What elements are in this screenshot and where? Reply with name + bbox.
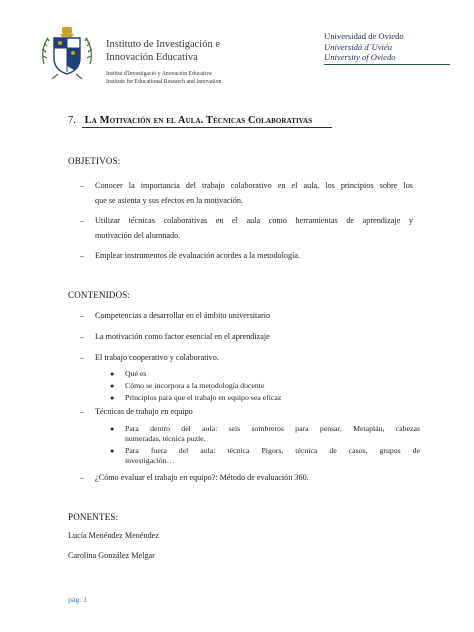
university-name-block bbox=[324, 31, 404, 63]
sub-item-text: Qué es bbox=[125, 369, 147, 378]
objetivo-text-line1: Emplear instrumentos de evaluación acordes a la metodología. bbox=[95, 251, 301, 260]
section-title bbox=[68, 115, 312, 126]
objetivo-item bbox=[68, 248, 408, 263]
institute-name-line1: Instituto de Investigación e bbox=[106, 39, 221, 50]
contenidos-heading: CONTENIDOS: bbox=[68, 290, 131, 300]
sub-list-item bbox=[110, 393, 410, 403]
objetivo-item bbox=[68, 178, 413, 208]
round-bullet: ● bbox=[110, 425, 115, 433]
objetivo-text-line1: Utilizar técnicas colaborativas en el aula como herramientas de aprendizaje y bbox=[95, 216, 413, 225]
sub-list-item bbox=[110, 424, 420, 444]
round-bullet: ● bbox=[110, 394, 115, 402]
university-name-es: Universidad de Oviedo bbox=[324, 31, 404, 41]
round-bullet: ● bbox=[110, 447, 115, 455]
sub-list-item bbox=[110, 381, 410, 391]
sub-item-text-line2: numeradas, técnica puzle. bbox=[125, 434, 206, 443]
round-bullet: ● bbox=[110, 370, 115, 378]
dash-bullet: – bbox=[80, 216, 85, 225]
ponente-name: Lucía Menéndez Menéndez bbox=[68, 531, 159, 540]
institute-subtitle bbox=[106, 70, 221, 86]
contenido-item bbox=[68, 470, 408, 485]
contenido-item bbox=[68, 350, 408, 365]
institute-sub-english: Institute for Educational Research and Innovation bbox=[106, 79, 222, 85]
university-crest-logo bbox=[38, 24, 96, 82]
contenido-text: El trabajo cooperativo y colaborativo. bbox=[95, 353, 219, 362]
university-divider bbox=[324, 64, 450, 65]
university-name-en: University of Oviedo bbox=[324, 52, 396, 62]
contenido-item bbox=[68, 404, 408, 419]
section-title-underline bbox=[82, 127, 332, 128]
contenido-item bbox=[68, 308, 408, 323]
round-bullet: ● bbox=[110, 382, 115, 390]
objetivo-text-line2: motivación del alumnado. bbox=[95, 231, 181, 240]
ponente-name: Carolina González Melgar bbox=[68, 551, 155, 560]
sub-item-text-line1: Para fuera del aula: técnica Pigors, técnica de casos, grupos de bbox=[125, 446, 420, 455]
objetivos-heading: OBJETIVOS: bbox=[68, 156, 121, 166]
sub-item-text: Cómo se incorpora a la metodología docente bbox=[125, 381, 265, 390]
ponentes-heading: PONENTES: bbox=[68, 512, 119, 522]
page-number: pág. 1 bbox=[68, 595, 88, 604]
contenido-text: Competencias a desarrollar en el ámbito universitario bbox=[95, 311, 271, 320]
sub-item-text: Principios para que el trabajo en equipo sea eficaz bbox=[125, 393, 282, 402]
sub-list-item bbox=[110, 369, 410, 379]
section-number: 7. bbox=[68, 115, 76, 126]
section-title-text: La Motivación en el Aula. Técnicas Colaborativas bbox=[84, 115, 313, 126]
dash-bullet: – bbox=[80, 181, 85, 190]
contenido-text: ¿Cómo evaluar el trabajo en equipo?: Método de evaluación 360. bbox=[95, 473, 309, 482]
dash-bullet: – bbox=[80, 311, 85, 320]
objetivo-text-line1: Conocer la importancia del trabajo colaborativo en el aula, los principios sobre los bbox=[95, 181, 413, 190]
institute-sub-asturian: Institut d'Investigació y Anovación Educativa bbox=[106, 71, 212, 77]
dash-bullet: – bbox=[80, 251, 85, 260]
sub-item-text-line2: investigación… bbox=[125, 456, 175, 465]
institute-name-line2: Innovación Educativa bbox=[106, 52, 198, 63]
contenido-text: La motivación como factor esencial en el aprendizaje bbox=[95, 332, 270, 341]
objetivo-text-line2: que se asienta y sus efectos en la motivación. bbox=[95, 196, 244, 205]
dash-bullet: – bbox=[80, 473, 85, 482]
institute-name bbox=[106, 38, 220, 64]
dash-bullet: – bbox=[80, 407, 85, 416]
university-name-ast: Universidá d´Uviéu bbox=[324, 41, 393, 52]
sub-item-text-line1: Para dentro del aula: seis sombreros para pensar, Metaplán, cabezas bbox=[125, 424, 420, 433]
dash-bullet: – bbox=[80, 332, 85, 341]
contenido-text: Técnicas de trabajo en equipo bbox=[95, 407, 193, 416]
objetivo-item bbox=[68, 213, 413, 243]
contenido-item bbox=[68, 329, 408, 344]
dash-bullet: – bbox=[80, 353, 85, 362]
sub-list-item bbox=[110, 446, 420, 466]
